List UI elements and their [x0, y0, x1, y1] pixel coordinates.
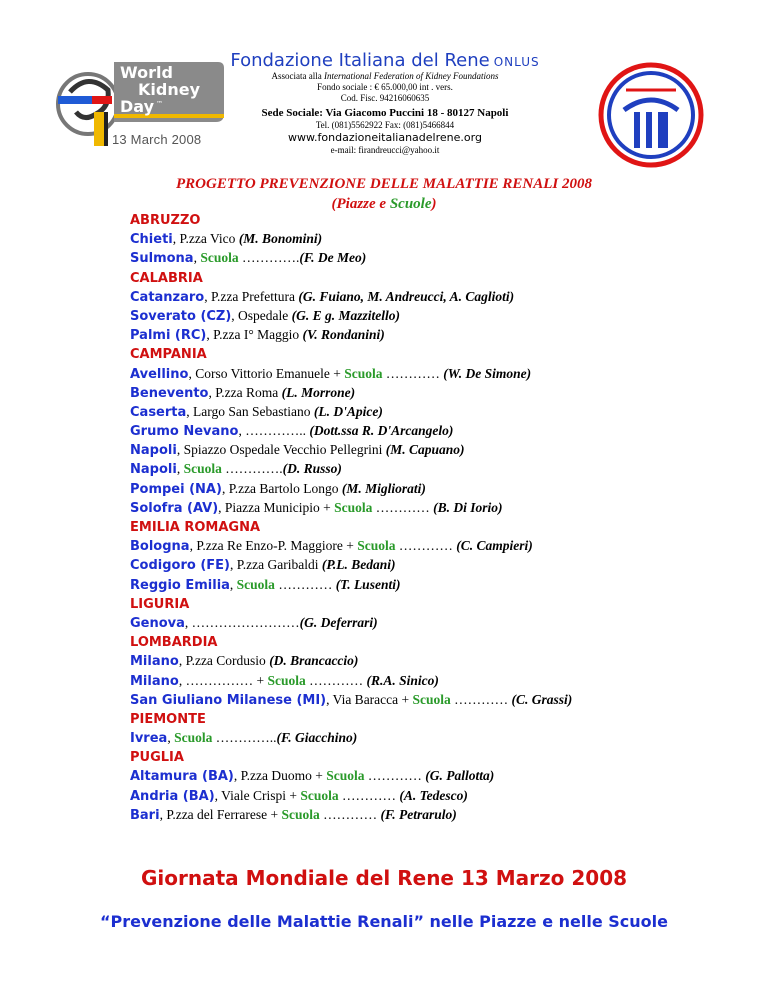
list-item: [130, 421, 750, 440]
region-name: LIGURIA: [130, 596, 190, 612]
dots-filler: …………: [395, 538, 457, 554]
list-item: [130, 498, 750, 517]
city-name: Grumo Nevano: [130, 424, 239, 440]
city-name: Genova: [130, 615, 185, 631]
dots-filler: …………: [382, 365, 444, 381]
scuola-label: Scuola: [200, 250, 239, 266]
city-name: Milano: [130, 673, 179, 689]
list-item: [130, 440, 750, 459]
list-item: [130, 786, 750, 805]
city-name: Chieti: [130, 232, 173, 248]
responsible-name: (F. De Meo): [299, 250, 367, 266]
city-name: Napoli: [130, 462, 177, 478]
city-name: Caserta: [130, 404, 187, 420]
place-text: , …………… +: [178, 672, 268, 688]
website-link[interactable]: www.fondazioneitalianadelrene.org: [288, 131, 482, 144]
dots-filler: …………: [319, 806, 381, 822]
org-info: [210, 50, 560, 156]
place-text: , Viale Crispi +: [214, 787, 301, 803]
list-item: [130, 325, 750, 344]
place-text: , P.zza Cordusio: [178, 653, 270, 669]
list-item: [130, 536, 750, 555]
dots-filler: …………..: [212, 730, 277, 746]
responsible-name: (R.A. Sinico): [366, 672, 439, 688]
footer-headline: Giornata Mondiale del Rene 13 Marzo 2008: [140, 866, 628, 890]
place-text: ,: [193, 250, 201, 266]
responsible-name: (F. Giacchino): [276, 730, 358, 746]
place-text: , P.zza Bartolo Longo: [221, 480, 342, 496]
event-list: [130, 210, 750, 824]
list-item: [130, 364, 750, 383]
dots-filler: …………: [274, 576, 336, 592]
place-text: , P.zza Duomo +: [233, 768, 327, 784]
dots-filler: …………: [372, 499, 434, 515]
region-heading: [130, 747, 750, 766]
place-text: , P.zza del Ferrarese +: [159, 806, 282, 822]
place-text: , P.zza Re Enzo-P. Maggiore +: [189, 538, 358, 554]
responsible-name: (G. Deferrari): [299, 614, 378, 630]
onlus-label: ONLUS: [493, 55, 540, 69]
place-text: , ……………………: [184, 614, 300, 630]
region-name: ABRUZZO: [130, 213, 201, 228]
city-name: Avellino: [130, 366, 189, 382]
list-item: [130, 479, 750, 498]
place-text: , P.zza Prefettura: [204, 288, 299, 304]
dots-filler: ………….: [221, 461, 283, 477]
tel-fax: Tel. (081)5562922 Fax: (081)5466844: [315, 120, 455, 130]
region-name: CAMPANIA: [130, 347, 207, 363]
city-name: Benevento: [130, 385, 209, 401]
responsible-name: (T. Lusenti): [335, 576, 401, 592]
associata-line: Associata alla International Federation of Kidney Foundations: [271, 71, 499, 81]
letterhead: [0, 0, 768, 170]
responsible-name: (A. Tedesco): [399, 787, 468, 803]
place-text: , Via Baracca +: [326, 691, 413, 707]
place-text: , Corso Vittorio Emanuele +: [188, 365, 345, 381]
place-text: , P.zza Roma: [208, 384, 282, 400]
scuola-label: Scuola: [267, 672, 306, 688]
dots-filler: …………: [450, 691, 512, 707]
responsible-name: (G. E g. Mazzitello): [291, 307, 401, 323]
dots-filler: …………: [338, 787, 400, 803]
scuola-label: Scuola: [300, 787, 339, 803]
list-item: [130, 651, 750, 670]
fir-logo: [596, 60, 706, 170]
list-item: [130, 229, 750, 248]
place-text: , Largo San Sebastiano: [186, 403, 314, 419]
responsible-name: (M. Bonomini): [238, 231, 323, 247]
city-name: Ivrea: [130, 731, 168, 747]
region-heading: [130, 517, 750, 536]
list-item: [130, 728, 750, 747]
list-item: [130, 402, 750, 421]
place-text: ,: [176, 461, 184, 477]
city-name: Bologna: [130, 539, 190, 555]
responsible-name: (B. Di Iorio): [433, 499, 503, 515]
city-name: Soverato (CZ): [130, 308, 232, 324]
scuola-label: Scuola: [357, 538, 396, 554]
scuola-label: Scuola: [236, 576, 275, 592]
scuola-label: Scuola: [174, 730, 213, 746]
dots-filler: …………: [305, 672, 367, 688]
scuola-label: Scuola: [344, 365, 383, 381]
scuola-label: Scuola: [281, 806, 320, 822]
responsible-name: (M. Migliorati): [341, 480, 426, 496]
dots-filler: …………: [364, 768, 426, 784]
region-heading: [130, 268, 750, 287]
project-title: [0, 174, 768, 214]
city-name: San Giuliano Milanese (MI): [130, 692, 327, 708]
scuola-label: Scuola: [412, 691, 451, 707]
place-text: , P.zza Vico: [172, 231, 239, 247]
responsible-name: (W. De Simone): [443, 365, 532, 381]
region-heading: [130, 210, 750, 229]
region-name: PIEMONTE: [130, 711, 206, 727]
city-name: Altamura (BA): [130, 769, 234, 785]
dots-filler: ………….: [238, 250, 300, 266]
city-name: Pompei (NA): [130, 481, 222, 497]
region-heading: [130, 632, 750, 651]
scuola-label: Scuola: [183, 461, 222, 477]
list-item: [130, 459, 750, 478]
city-name: Solofra (AV): [130, 500, 219, 516]
city-name: Reggio Emilia: [130, 577, 230, 593]
region-heading: [130, 594, 750, 613]
list-item: [130, 306, 750, 325]
wkd-tm: ™: [156, 100, 163, 108]
responsible-name: (D. Russo): [282, 461, 342, 477]
place-text: , Spiazzo Ospedale Vecchio Pellegrini: [176, 442, 386, 458]
list-item: [130, 383, 750, 402]
responsible-name: (V. Rondanini): [302, 327, 385, 343]
list-item: [130, 805, 750, 824]
place-text: , Ospedale: [231, 307, 292, 323]
place-text: , …………..: [238, 423, 310, 439]
responsible-name: (C. Grassi): [511, 691, 573, 707]
wkd-world: World: [120, 63, 173, 82]
city-name: Palmi (RC): [130, 328, 207, 344]
city-name: Andria (BA): [130, 788, 215, 804]
wkd-kidney: Kidney: [138, 80, 201, 99]
wkd-date: 13 March 2008: [112, 132, 202, 147]
region-name: LOMBARDIA: [130, 635, 218, 651]
city-name: Sulmona: [130, 251, 194, 267]
region-name: PUGLIA: [130, 750, 184, 766]
list-item: [130, 287, 750, 306]
org-name: Fondazione Italiana del Rene ONLUS: [230, 50, 540, 71]
region-heading: [130, 709, 750, 728]
city-name: Codigoro (FE): [130, 558, 230, 574]
responsible-name: (M. Capuano): [385, 442, 465, 458]
list-item: [130, 575, 750, 594]
scuola-label: Scuola: [326, 768, 365, 784]
list-item: [130, 555, 750, 574]
region-heading: [130, 344, 750, 363]
responsible-name: (P.L. Bedani): [321, 557, 396, 573]
responsible-name: (L. D'Apice): [313, 403, 383, 419]
responsible-name: (G. Pallotta): [425, 768, 495, 784]
responsible-name: (C. Campieri): [456, 538, 533, 554]
wkd-day: Day: [120, 97, 155, 116]
responsible-name: (L. Morrone): [281, 384, 356, 400]
city-name: Bari: [130, 807, 160, 823]
city-name: Napoli: [130, 443, 177, 459]
place-text: ,: [229, 576, 237, 592]
fondo-sociale: Fondo sociale : € 65.000,00 int . vers.: [317, 82, 453, 92]
place-text: , Piazza Municipio +: [218, 499, 335, 515]
place-text: , P.zza Garibaldi: [229, 557, 322, 573]
list-item: [130, 690, 750, 709]
cod-fisc: Cod. Fisc. 94216060635: [340, 93, 430, 103]
place-text: , P.zza I° Maggio: [206, 327, 303, 343]
list-item: [130, 671, 750, 690]
region-name: EMILIA ROMAGNA: [130, 520, 261, 535]
region-name: CALABRIA: [130, 270, 203, 286]
responsible-name: (D. Brancaccio): [269, 653, 359, 669]
list-item: [130, 766, 750, 785]
place-text: ,: [167, 730, 175, 746]
city-name: Milano: [130, 654, 179, 670]
email-link[interactable]: e-mail: firandreucci@yahoo.it: [330, 145, 440, 155]
footer-subline: “Prevenzione delle Malattie Renali” nelle Piazze e nelle Scuole: [99, 912, 669, 931]
list-item: [130, 248, 750, 267]
title-line2: (Piazze e Scuole): [331, 196, 437, 212]
city-name: Catanzaro: [130, 289, 205, 305]
title-line1: PROGETTO PREVENZIONE DELLE MALATTIE RENALI 2008: [175, 176, 593, 192]
responsible-name: (F. Petrarulo): [380, 806, 457, 822]
responsible-name: (G. Fuiano, M. Andreucci, A. Caglioti): [298, 288, 515, 304]
list-item: [130, 613, 750, 632]
scuola-label: Scuola: [334, 499, 373, 515]
responsible-name: (Dott.ssa R. D'Arcangelo): [309, 423, 454, 439]
sede-sociale: Sede Sociale: Via Giacomo Puccini 18 - 80127 Napoli: [261, 107, 509, 119]
